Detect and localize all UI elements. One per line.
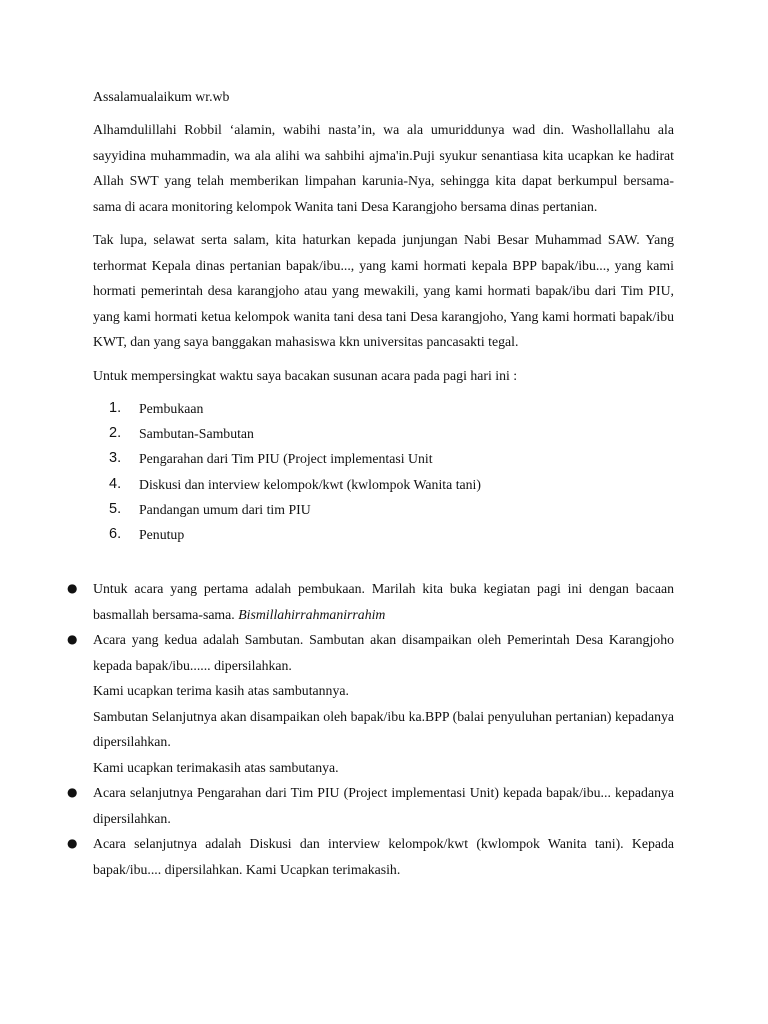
agenda-number: 5. — [109, 500, 122, 517]
bullet-pengarahan — [67, 780, 674, 831]
salutation-paragraph: Tak lupa, selawat serta salam, kita haturkan kepada junjungan Nabi Besar Muhammad SAW. Yang terhormat Kepala dinas pertanian bapak/ibu..., yang kami hormati kepala BPP bapak/ibu..., yang kami hormati pemerintah desa karangjoho atau yang mewakili, yang kami hormati bapak/ibu dari Tim PIU, yang kami hormati ketua kelompok wanita tani desa tani Desa karangjoho, Yang kami hormati bapak/ibu KWT, dan yang saya banggakan mahasiswa kkn universitas pancasakti tegal. — [93, 232, 674, 349]
agenda-intro: Untuk mempersingkat waktu saya bacakan susunan acara pada pagi hari ini : — [93, 367, 518, 383]
agenda-number: 1. — [109, 400, 122, 416]
agenda-number: 4. — [109, 475, 122, 492]
agenda-item — [93, 421, 674, 446]
bullet-opening — [67, 576, 674, 627]
agenda-text: Diskusi dan interview kelompok/kwt (kwlompok Wanita tani) — [139, 476, 481, 492]
agenda-text: Sambutan-Sambutan — [139, 426, 254, 442]
bullet-diskusi — [67, 831, 674, 882]
agenda-item — [93, 396, 674, 421]
agenda-text: Penutup — [139, 526, 185, 542]
bullet-text: Acara yang kedua adalah Sambutan. Sambutan akan disampaikan oleh Pemerintah Desa Karangjoho kepada bapak/ibu...... dipersilahkan. — [93, 632, 674, 673]
bullet-text: Untuk acara yang pertama adalah pembukaan. Marilah kita buka kegiatan pagi ini dengan bacaan basmallah bersama-sama. — [93, 581, 674, 622]
thanks-line: Kami ucapkan terima kasih atas sambutannya. — [93, 683, 349, 699]
agenda-item — [93, 446, 674, 471]
bullet-text: Acara selanjutnya adalah Diskusi dan interview kelompok/kwt (kwlompok Wanita tani). Kepada bapak/ibu.... dipersilahkan. Kami Ucapkan terimakasih. — [93, 836, 674, 877]
opening-paragraph: Alhamdulillahi Robbil ‘alamin, wabihi nasta’in, wa ala umuriddunya wad din. Washollallahu ala sayyidina muhammadin, wa ala alihi wa sahbihi ajma'in.Puji syukur senantiasa kita ucapkan ke hadirat Allah SWT yang telah memberikan limpahan karunia-Nya, sehingga kita dapat berkumpul bersama-sama di acara monitoring kelompok Wanita tani Desa Karangjoho bersama dinas pertanian. — [93, 122, 674, 214]
agenda-number: 6. — [109, 525, 122, 542]
bullet-icon: ● — [67, 836, 78, 851]
next-sambutan-line: Sambutan Selanjutnya akan disampaikan oleh bapak/ibu ka.BPP (balai penyuluhan pertanian) kepadanya dipersilahkan. — [93, 708, 674, 750]
basmallah-text: Bismillahirrahmanirrahim — [238, 606, 386, 622]
agenda-text: Pengarahan dari Tim PIU (Project implementasi Unit — [139, 451, 433, 467]
thanks-line: Kami ucapkan terimakasih atas sambutanya. — [93, 759, 339, 775]
agenda-item — [93, 522, 674, 547]
agenda-text: Pembukaan — [139, 401, 204, 416]
agenda-number: 3. — [109, 450, 122, 467]
bullet-sambutan — [67, 627, 674, 780]
agenda-number: 2. — [109, 425, 122, 442]
program-bullets — [67, 576, 674, 882]
bullet-icon: ● — [67, 632, 78, 647]
agenda-text: Pandangan umum dari tim PIU — [139, 501, 311, 517]
agenda-item — [93, 472, 674, 497]
agenda-list — [93, 396, 674, 547]
greeting: Assalamualaikum wr.wb — [93, 89, 230, 104]
bullet-icon: ● — [67, 581, 78, 596]
agenda-item — [93, 497, 674, 522]
document-page — [67, 84, 674, 882]
bullet-icon: ● — [67, 785, 78, 800]
bullet-text: Acara selanjutnya Pengarahan dari Tim PIU (Project implementasi Unit) kepada bapak/ibu... kepadanya dipersilahkan. — [93, 785, 674, 826]
